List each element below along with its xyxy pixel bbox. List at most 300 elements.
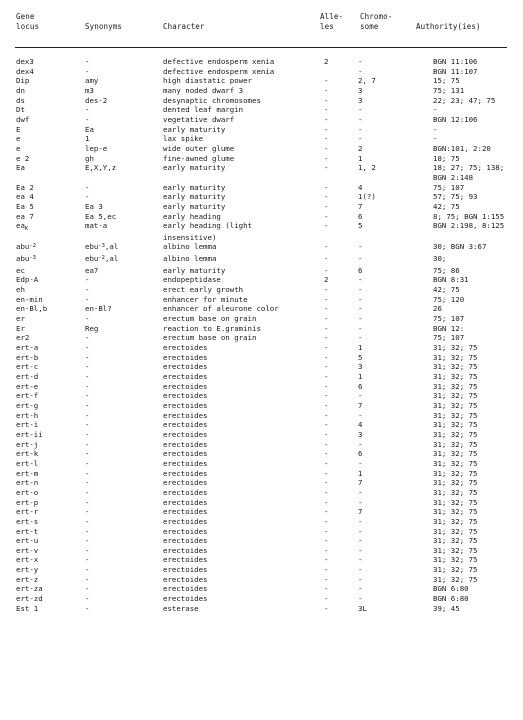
gene-cell-text: E	[16, 124, 21, 134]
authority-cell	[433, 411, 523, 421]
table-row	[0, 324, 523, 334]
alleles-cell-text: -	[324, 439, 329, 449]
gene-cell	[0, 401, 85, 411]
chromosome-cell-text: -	[358, 458, 363, 468]
alleles-cell-text: 2	[324, 57, 329, 66]
synonym-cell-text: -	[85, 478, 90, 488]
alleles-cell-text: -	[324, 468, 329, 478]
authority-cell-text: 31; 32; 75	[433, 420, 478, 430]
chromosome-cell	[358, 96, 433, 106]
chromosome-cell-text: -	[358, 294, 363, 304]
alleles-cell	[322, 76, 358, 86]
authority-cell-text: 31; 32; 75	[433, 516, 478, 526]
chromosome-cell-text: -	[358, 57, 363, 66]
gene-cell	[0, 105, 85, 115]
character-cell	[163, 254, 322, 266]
chromosome-cell	[358, 440, 433, 450]
authority-cell	[433, 517, 523, 527]
gene-cell-text: Edp-A	[16, 275, 39, 285]
alleles-cell	[322, 183, 358, 193]
character-cell	[163, 183, 322, 193]
chromosome-cell-text: -	[358, 516, 363, 526]
table-row	[0, 488, 523, 498]
synonym-cell	[85, 202, 163, 212]
alleles-cell	[322, 314, 358, 324]
header-synonyms-text: Synonyms	[85, 22, 122, 31]
authority-cell-text: 31; 32; 75	[433, 487, 478, 497]
synonym-cell	[85, 478, 163, 488]
character-cell-text: erectoides	[163, 362, 208, 372]
character-cell	[163, 304, 322, 314]
synonym-cell-text: -	[85, 458, 90, 468]
chromosome-cell-text: -	[358, 254, 363, 264]
gene-cell	[0, 183, 85, 193]
gene-cell-text: ea 4	[16, 192, 34, 202]
alleles-cell	[322, 285, 358, 295]
gene-cell-text: er	[16, 314, 25, 324]
gene-cell-text: Ea 5	[16, 201, 34, 211]
gene-cell	[0, 202, 85, 212]
table-row	[0, 285, 523, 295]
character-cell-text: vegetative dwarf	[163, 114, 235, 124]
table-row	[0, 575, 523, 585]
gene-cell	[0, 173, 85, 183]
table-row	[0, 266, 523, 276]
gene-cell	[0, 527, 85, 537]
alleles-cell	[322, 242, 358, 254]
character-cell	[163, 125, 322, 135]
synonym-tail: ,al	[104, 254, 119, 264]
alleles-cell	[322, 154, 358, 164]
gene-cell-text: abu	[16, 242, 30, 252]
synonym-cell	[85, 440, 163, 450]
gene-cell-text: eh	[16, 285, 25, 295]
gene-cell-text: Est 1	[16, 603, 39, 613]
synonym-cell	[85, 67, 163, 77]
table-row	[0, 154, 523, 164]
chromosome-cell-text: 1	[358, 343, 363, 353]
chromosome-cell	[358, 469, 433, 479]
alleles-cell-text: -	[324, 192, 329, 202]
synonym-cell	[85, 57, 163, 67]
authority-cell	[433, 382, 523, 392]
gene-superscript: -2	[29, 243, 36, 250]
gene-cell	[0, 67, 85, 77]
gene-cell	[0, 353, 85, 363]
synonym-cell	[85, 86, 163, 96]
character-cell-text: erectoides	[163, 449, 208, 459]
synonym-cell	[85, 333, 163, 343]
alleles-cell-text: -	[324, 242, 329, 252]
table-row	[0, 233, 523, 243]
table-row	[0, 555, 523, 565]
chromosome-cell-text: 6	[358, 381, 363, 391]
character-cell	[163, 134, 322, 144]
table-row	[0, 469, 523, 479]
authority-cell-text: 30; BGN 3:67	[433, 242, 487, 252]
authority-cell	[433, 401, 523, 411]
synonym-cell-text: ebu	[85, 254, 99, 264]
synonym-cell	[85, 565, 163, 575]
authority-cell	[433, 343, 523, 353]
chromosome-cell	[358, 527, 433, 537]
synonym-cell	[85, 343, 163, 353]
authority-cell	[433, 555, 523, 565]
character-cell-text: wide outer glume	[163, 143, 235, 153]
gene-cell	[0, 449, 85, 459]
character-cell-text: erectoides	[163, 478, 208, 488]
gene-cell	[0, 314, 85, 324]
character-cell-text: enhancer for minute	[163, 294, 248, 304]
character-cell	[163, 536, 322, 546]
alleles-cell-text: -	[324, 285, 329, 295]
alleles-cell-text: -	[324, 584, 329, 594]
character-cell	[163, 76, 322, 86]
chromosome-cell	[358, 105, 433, 115]
table-row	[0, 527, 523, 537]
synonym-cell	[85, 362, 163, 372]
table-row	[0, 411, 523, 421]
chromosome-cell-text: 5	[358, 221, 363, 231]
alleles-cell	[322, 134, 358, 144]
chromosome-cell	[358, 488, 433, 498]
synonym-cell-text: -	[85, 105, 90, 115]
gene-cell-text: ert-n	[16, 478, 39, 488]
synonym-cell-text: -	[85, 555, 90, 565]
chromosome-cell	[358, 254, 433, 266]
gene-cell-text: ert-t	[16, 526, 39, 536]
chromosome-cell-text: 7	[358, 201, 363, 211]
alleles-cell	[322, 266, 358, 276]
character-cell	[163, 546, 322, 556]
authority-cell	[433, 254, 523, 266]
character-cell	[163, 555, 322, 565]
gene-cell	[0, 411, 85, 421]
synonym-cell	[85, 275, 163, 285]
synonym-cell	[85, 391, 163, 401]
alleles-cell-text: -	[324, 85, 329, 95]
authority-cell-text: 8; 75; BGN 1:155	[433, 211, 505, 221]
synonym-cell-text: E,X,Y,z	[85, 163, 117, 173]
table-row	[0, 125, 523, 135]
synonym-cell	[85, 314, 163, 324]
gene-cell	[0, 163, 85, 173]
table-row	[0, 604, 523, 614]
character-cell	[163, 478, 322, 488]
authority-cell	[433, 242, 523, 254]
chromosome-cell-text: -	[358, 314, 363, 324]
alleles-cell-text: -	[324, 163, 329, 173]
alleles-cell-text: -	[324, 594, 329, 604]
synonym-cell	[85, 233, 163, 243]
table-row	[0, 115, 523, 125]
table-row	[0, 202, 523, 212]
synonym-cell	[85, 555, 163, 565]
character-cell	[163, 173, 322, 183]
synonym-cell-text: des-2	[85, 95, 108, 105]
alleles-cell-text: -	[324, 420, 329, 430]
chromosome-cell-text: -	[358, 584, 363, 594]
alleles-cell-text: -	[324, 536, 329, 546]
gene-cell-text: e	[16, 143, 21, 153]
authority-cell	[433, 202, 523, 212]
synonym-cell-text: -	[85, 285, 90, 295]
synonym-cell-text: -	[85, 565, 90, 575]
authority-cell-text: 39; 45	[433, 603, 460, 613]
gene-cell	[0, 125, 85, 135]
chromosome-cell-text: 3L	[358, 603, 367, 613]
synonym-tail: ,al	[104, 242, 119, 252]
chromosome-cell	[358, 575, 433, 585]
chromosome-cell	[358, 183, 433, 193]
gene-cell-text: ert-s	[16, 516, 39, 526]
chromosome-cell-text: 1	[358, 468, 363, 478]
table-row	[0, 67, 523, 77]
alleles-cell	[322, 144, 358, 154]
gene-cell-text: ea 7	[16, 211, 34, 221]
chromosome-cell	[358, 420, 433, 430]
character-cell-text: dented leaf margin	[163, 105, 244, 115]
authority-cell	[433, 565, 523, 575]
header-alleles	[320, 12, 343, 32]
authority-cell	[433, 546, 523, 556]
character-cell-text: fine-awned glume	[163, 153, 235, 163]
header-authority-text: Authority(ies)	[416, 22, 481, 31]
gene-cell	[0, 478, 85, 488]
character-cell	[163, 295, 322, 305]
chromosome-cell-text: 1	[358, 372, 363, 381]
gene-cell	[0, 594, 85, 604]
gene-cell-text: dex4	[16, 66, 34, 76]
alleles-cell	[322, 459, 358, 469]
authority-cell-text: 31; 32; 75	[433, 507, 478, 517]
synonym-cell-text: -	[85, 584, 90, 594]
alleles-cell-text: -	[324, 362, 329, 372]
character-cell	[163, 527, 322, 537]
alleles-cell-text: -	[324, 153, 329, 163]
synonym-superscript: -2	[98, 255, 105, 262]
alleles-cell	[322, 555, 358, 565]
character-cell-text: early maturity	[163, 182, 226, 192]
character-cell	[163, 411, 322, 421]
character-cell-text: enhancer of aleurone color	[163, 304, 279, 314]
character-cell-text: erectoides	[163, 594, 208, 604]
chromosome-cell	[358, 594, 433, 604]
header-gene-locus	[16, 12, 39, 32]
table-row	[0, 343, 523, 353]
alleles-cell-text: -	[324, 211, 329, 221]
authority-cell-text: 15; 75	[433, 76, 460, 86]
chromosome-cell	[358, 314, 433, 324]
authority-cell	[433, 67, 523, 77]
character-cell-text: erectoides	[163, 439, 208, 449]
character-cell	[163, 233, 322, 243]
synonym-cell-text: -	[85, 362, 90, 372]
synonym-cell-text: 1	[85, 134, 90, 144]
character-cell-text: erectoides	[163, 381, 208, 391]
synonym-cell-text: -	[85, 507, 90, 517]
character-cell	[163, 67, 322, 77]
alleles-cell	[322, 420, 358, 430]
character-cell-text: erectoides	[163, 536, 208, 546]
chromosome-cell	[358, 202, 433, 212]
chromosome-cell	[358, 324, 433, 334]
alleles-cell-text: -	[324, 343, 329, 353]
authority-cell	[433, 353, 523, 363]
synonym-cell-text: -	[85, 429, 90, 439]
character-cell	[163, 105, 322, 115]
gene-cell-text: ert-u	[16, 536, 39, 546]
synonym-cell	[85, 304, 163, 314]
gene-cell	[0, 555, 85, 565]
character-cell-text: erectum base on grain	[163, 333, 257, 343]
synonym-cell-text: gh	[85, 153, 94, 163]
gene-cell	[0, 57, 85, 67]
chromosome-cell-text: -	[358, 124, 363, 134]
synonym-cell	[85, 584, 163, 594]
authority-cell	[433, 536, 523, 546]
gene-table	[0, 57, 523, 613]
synonym-cell	[85, 76, 163, 86]
authority-cell	[433, 478, 523, 488]
synonym-cell-text: ea7	[85, 265, 99, 275]
alleles-cell-text: -	[324, 76, 329, 86]
alleles-cell	[322, 517, 358, 527]
table-row	[0, 449, 523, 459]
alleles-cell	[322, 498, 358, 508]
chromosome-cell-text: -	[358, 391, 363, 401]
gene-cell-text: Ea 2	[16, 182, 34, 192]
chromosome-cell-text: -	[358, 439, 363, 449]
chromosome-cell	[358, 242, 433, 254]
synonym-cell-text: -	[85, 372, 90, 381]
chromosome-cell-text: -	[358, 594, 363, 604]
character-cell	[163, 401, 322, 411]
authority-cell-text: BGN 8:31	[433, 275, 469, 285]
table-row	[0, 242, 523, 254]
authority-cell	[433, 125, 523, 135]
gene-subscript: K	[24, 226, 29, 233]
synonym-cell	[85, 183, 163, 193]
chromosome-cell	[358, 134, 433, 144]
gene-cell	[0, 242, 85, 254]
authority-cell-text: 31; 32; 75	[433, 429, 478, 439]
chromosome-cell	[358, 517, 433, 527]
authority-cell	[433, 391, 523, 401]
synonym-cell	[85, 372, 163, 382]
character-cell	[163, 333, 322, 343]
alleles-cell-text: -	[324, 487, 329, 497]
chromosome-cell	[358, 430, 433, 440]
authority-cell	[433, 333, 523, 343]
header-gene-line2: locus	[16, 22, 40, 31]
character-cell	[163, 221, 322, 233]
gene-cell	[0, 144, 85, 154]
authority-cell-text: 31; 32; 75	[433, 526, 478, 536]
table-row	[0, 584, 523, 594]
chromosome-cell-text: 1, 2	[358, 163, 376, 173]
synonym-cell	[85, 430, 163, 440]
authority-cell	[433, 57, 523, 67]
gene-cell	[0, 254, 85, 266]
synonym-cell	[85, 266, 163, 276]
gene-cell	[0, 517, 85, 527]
gene-cell-text: ert-ii	[16, 429, 43, 439]
alleles-cell	[322, 488, 358, 498]
synonym-cell-text: -	[85, 468, 90, 478]
synonym-cell-text: -	[85, 275, 90, 285]
character-cell	[163, 584, 322, 594]
chromosome-cell	[358, 449, 433, 459]
character-cell	[163, 192, 322, 202]
authority-cell	[433, 324, 523, 334]
character-cell	[163, 565, 322, 575]
character-cell	[163, 488, 322, 498]
alleles-cell	[322, 391, 358, 401]
gene-cell-text: ert-o	[16, 487, 39, 497]
chromosome-cell-text: -	[358, 555, 363, 565]
gene-cell	[0, 430, 85, 440]
character-cell	[163, 507, 322, 517]
table-row	[0, 221, 523, 233]
alleles-cell-text: 2	[324, 275, 329, 285]
chromosome-cell	[358, 144, 433, 154]
authority-cell-text: 31; 32; 75	[433, 536, 478, 546]
authority-cell-text: 31; 32; 75	[433, 372, 478, 381]
character-cell-text: albino lemma	[163, 242, 217, 252]
alleles-cell	[322, 382, 358, 392]
character-cell-text: early maturity	[163, 201, 226, 211]
synonym-cell	[85, 134, 163, 144]
authority-cell	[433, 163, 523, 173]
table-row	[0, 391, 523, 401]
character-cell-text: erectoides	[163, 343, 208, 353]
gene-cell	[0, 192, 85, 202]
character-cell-text: erectoides	[163, 487, 208, 497]
chromosome-cell	[358, 362, 433, 372]
table-row	[0, 57, 523, 67]
gene-cell-text: ert-zd	[16, 594, 43, 604]
authority-cell	[433, 105, 523, 115]
header-chromosome-line2: some	[360, 22, 379, 31]
gene-cell	[0, 546, 85, 556]
authority-cell-text: 31; 32; 75	[433, 497, 478, 507]
chromosome-cell-text: -	[358, 275, 363, 285]
alleles-cell-text: -	[324, 391, 329, 401]
gene-cell-text: ert-l	[16, 458, 39, 468]
chromosome-cell-text: -	[358, 497, 363, 507]
chromosome-cell-text: 6	[358, 265, 363, 275]
authority-cell	[433, 604, 523, 614]
alleles-cell	[322, 192, 358, 202]
character-cell-text: erectoides	[163, 584, 208, 594]
gene-cell	[0, 498, 85, 508]
authority-cell-text: BGN 11:106	[433, 57, 478, 66]
authority-cell-text: 31; 32; 75	[433, 362, 478, 372]
authority-cell	[433, 527, 523, 537]
gene-cell-text: ert-y	[16, 565, 39, 575]
synonym-cell	[85, 221, 163, 233]
synonym-cell	[85, 154, 163, 164]
synonym-cell-text: -	[85, 410, 90, 420]
authority-cell	[433, 173, 523, 183]
character-cell	[163, 275, 322, 285]
chromosome-cell-text: -	[358, 304, 363, 314]
gene-cell	[0, 333, 85, 343]
character-cell-text: many noded dwarf 3	[163, 85, 244, 95]
gene-cell-text: ert-g	[16, 400, 39, 410]
alleles-cell	[322, 594, 358, 604]
